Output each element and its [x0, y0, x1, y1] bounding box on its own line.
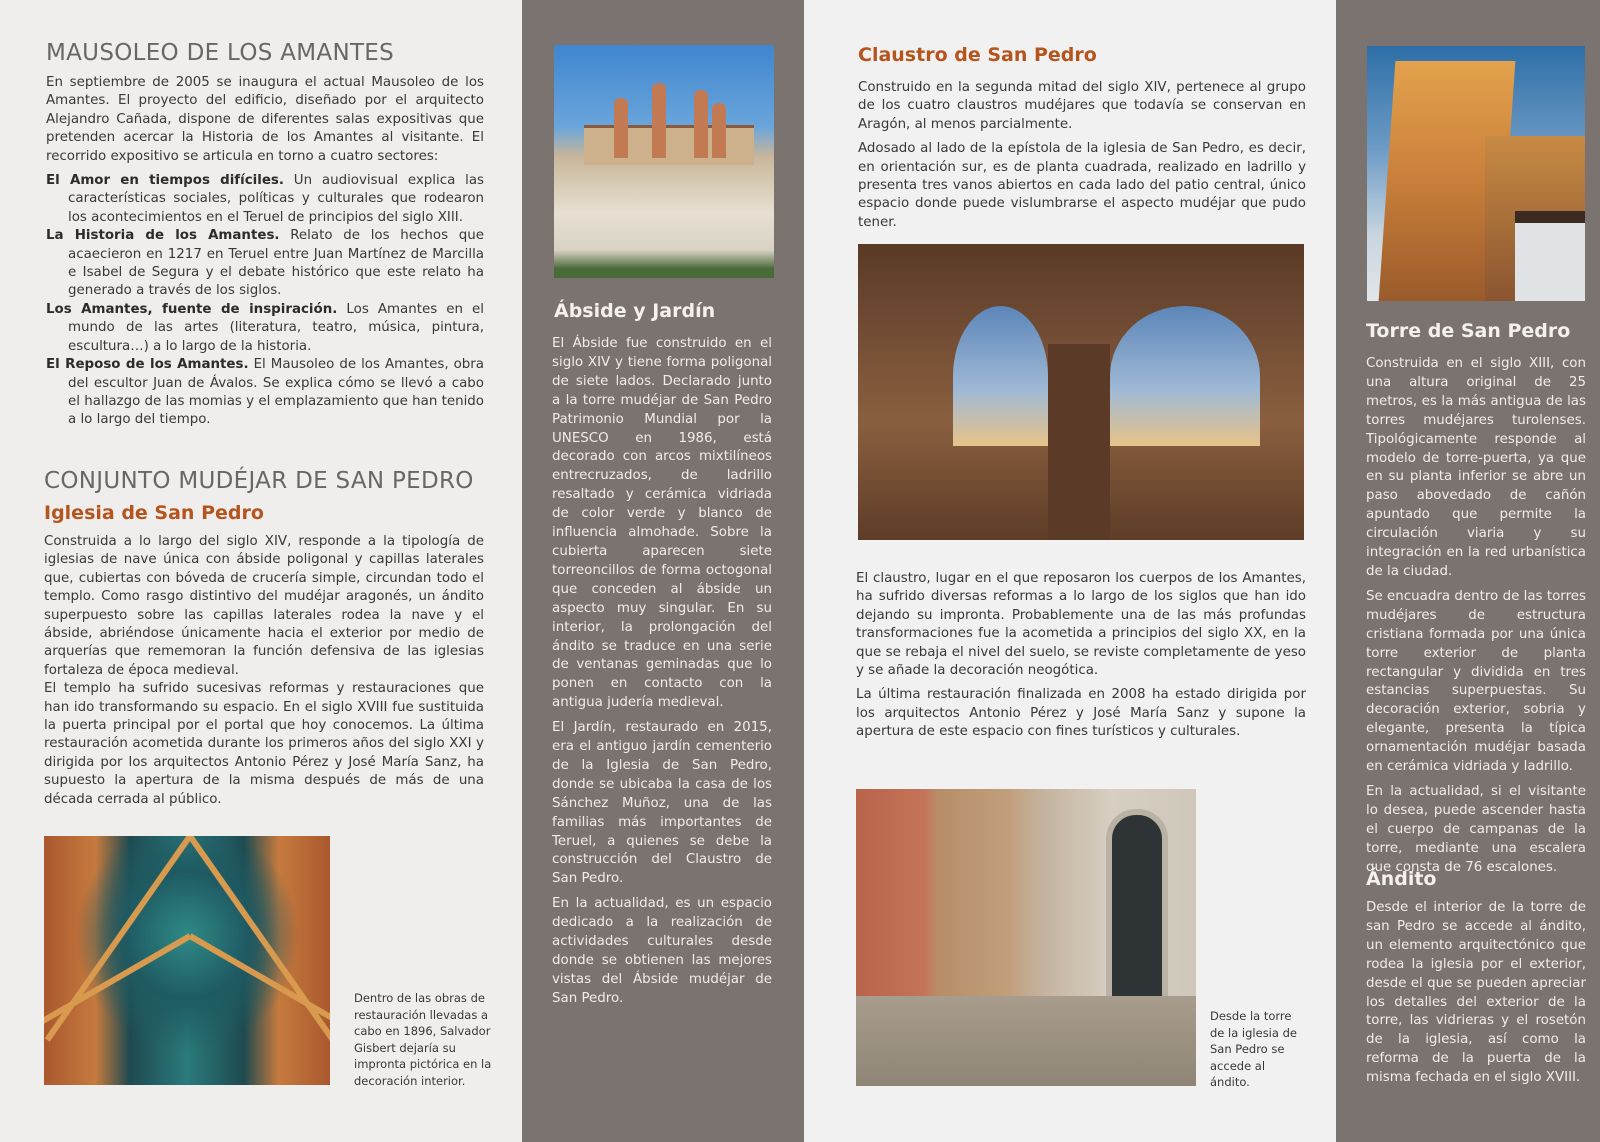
mausoleo-intro: En septiembre de 2005 se inaugura el actual Mausoleo de los Amantes. El proyecto del edificio, diseñado por el arquitecto Alejandro Cañada, dispone de diferentes salas expositivas que pretenden acercar la Historia de los Amantes al visitante. El recorrido expositivo se articula en torno a cuatro sectores: [46, 75, 484, 164]
claustro-paragraph: Adosado al lado de la epístola de la iglesia de San Pedro, es decir, en orientación sur, es de planta cuadrada, realizado en ladrillo y presenta tres vanos abiertos en cada lado del patio central, único espacio donde puede vislumbrarse el aspecto mudéjar que pudo tener. [858, 141, 1306, 230]
andito-photo [856, 789, 1196, 1086]
sector-name: La Historia de los Amantes. [46, 228, 280, 244]
claustro-photo [858, 244, 1304, 540]
torre-paragraph: Se encuadra dentro de las torres mudéjares de estructura cristiana formada por una única torre exterior de planta rectangular y dividida en tres estancias superpuestas. Su decoración exterior, sobria y elegante, presenta la típica ornamentación mudéjar basada en cerámica vidriada y ladrillo. [1366, 588, 1586, 775]
sector-text: Un audiovisual explica las características sociales, políticas y culturales que rodearon los acontecimientos en el Teruel de principios del siglo XIII. [68, 173, 485, 225]
claustro-paragraph: La última restauración finalizada en 2008 ha estado dirigida por los arquitectos Antonio Pérez y José María Sanz y supone la apertura de este espacio con fines turísticos y culturales. [856, 687, 1306, 740]
iglesia-paragraph: Construida a lo largo del siglo XIV, responde a la tipología de iglesias de nave única con ábside poligonal y capillas laterales que, cubiertas con bóveda de crucería simple, circundan todo el templo. Como rasgo distintivo del mudéjar aragonés, un ándito superpuesto sobre las capillas laterales rodea la nave y el ábside, abriéndose únicamente hacia el exterior por medio de arquerías que rememoran la función defensiva de las iglesias fortaleza de época medieval. [44, 534, 484, 678]
iglesia-body [44, 533, 484, 815]
iglesia-title: Iglesia de San Pedro [44, 502, 264, 524]
andito-title: Ándito [1366, 868, 1437, 890]
sector-item [46, 227, 484, 301]
torre-photo [1367, 46, 1585, 301]
abside-photo [554, 45, 774, 278]
torre-paragraph: Construida en el siglo XIII, con una altura original de 25 metros, es la más antigua de las torres mudéjares turolenses. Tipológicamente responde al modelo de torre-puerta, ya que en su planta inferior se abre un paso abovedado de cañón apuntado que permite la circulación viaria y su integración en la red urbanística de la ciudad. [1366, 356, 1586, 579]
sector-text: Los Amantes en el mundo de las artes (literatura, teatro, música, pintura, escultura…) a lo largo de la historia. [68, 301, 484, 354]
abside-paragraph: El Ábside fue construido en el siglo XIV y tiene forma poligonal de siete lados. Declarado junto a la torre mudéjar de San Pedro Patrimonio Mundial por la UNESCO en 1986, está decorado con arcos mixtilíneos entrecruzados, de ladrillo resaltado y cerámica vidriada de color verde y blanco de influencia almohade. Sobre la cubierta aparecen siete torreoncillos de forma octogonal que conceden al ábside un aspecto muy singular. En su interior, la prolongación del ándito se traduce en una serie de ventanas geminadas que lo ponen en contacto con la antigua judería medieval. [552, 336, 772, 711]
claustro-paragraph: Construido en la segunda mitad del siglo XIV, pertenece al grupo de los cuatro claustros mudéjares que todavía se conservan en Aragón, al menos parcialmente. [858, 80, 1306, 132]
torre-title: Torre de San Pedro [1366, 320, 1571, 342]
claustro-paragraph: El claustro, lugar en el que reposaron los cuerpos de los Amantes, ha sufrido diversas reformas a lo largo de los siglos que han ido dejando su impronta. Probablemente una de las más profundas transformaciones fue la acometida a principios del siglo XX, en la que se rebaja el nivel del suelo, se reviste completamente de yeso y se añade la decoración neogótica. [856, 571, 1306, 679]
iglesia-caption: Dentro de las obras de restauración llevadas a cabo en 1896, Salvador Gisbert dejaría su impronta pictórica en la decoración interior. [354, 991, 492, 1088]
mausoleo-body [46, 74, 484, 430]
andito-caption: Desde la torre de la iglesia de San Pedro se accede al ándito. [1210, 1009, 1297, 1089]
sector-item [46, 356, 484, 430]
andito-paragraph: Desde el interior de la torre de san Pedro se accede al ándito, un elemento arquitectónico que rodea la iglesia por el exterior, desde el que se pueden apreciar los detalles del exterior de la torre, las vidrieras y el rosetón de la iglesia, así como la reforma de la puerta de la misma fechada en el siglo XVIII. [1366, 900, 1586, 1086]
abside-body [552, 335, 772, 1015]
andito-body [1366, 899, 1586, 1094]
sector-name: El Amor en tiempos difíciles. [46, 173, 284, 189]
sector-name: Los Amantes, fuente de inspiración. [46, 301, 338, 317]
abside-paragraph: En la actualidad, es un espacio dedicado a la realización de actividades culturales desde donde se obtienen las mejores vistas del Ábside mudéjar de San Pedro. [552, 896, 772, 1006]
sector-item [46, 172, 484, 227]
sector-text: Relato de los hechos que acaecieron en 1217 en Teruel entre Juan Martínez de Marcilla e Isabel de Segura y el debate histórico que este relato ha generado a través de los siglos. [68, 228, 484, 299]
abside-paragraph: El Jardín, restaurado en 2015, era el antiguo jardín cementerio de la Iglesia de San Pedro, donde se ubicaba la casa de los Sánchez Muñoz, una de las familias más importantes de Teruel, a quienes se debe la construcción del Claustro de San Pedro. [552, 720, 772, 887]
iglesia-paragraph: El templo ha sufrido sucesivas reformas y restauraciones que han ido transformando su espacio. En el siglo XVIII fue sustituida la puerta principal por el portal que hoy conocemos. La última restauración acometida durante los primeros años del siglo XXI y dirigida por los arquitectos Antonio Pérez y José María Sanz, ha supuesto la apertura de la misma después de más de una década cerrada al público. [44, 681, 484, 807]
claustro-title: Claustro de San Pedro [858, 44, 1097, 66]
sector-text: El Mausoleo de los Amantes, obra del escultor Juan de Ávalos. Se explica cómo se llevó a cabo el hallazgo de las momias y el emplazamiento que han tenido a lo largo del tiempo. [68, 357, 484, 428]
torre-body [1366, 355, 1586, 883]
mausoleo-title: MAUSOLEO DE LOS AMANTES [46, 40, 395, 66]
iglesia-interior-photo [44, 836, 330, 1085]
conjunto-title: CONJUNTO MUDÉJAR DE SAN PEDRO [44, 468, 474, 494]
claustro-body-bottom [856, 570, 1306, 748]
sector-name: El Reposo de los Amantes. [46, 357, 249, 373]
panel-mausoleo [0, 0, 522, 1142]
abside-title: Ábside y Jardín [554, 300, 716, 322]
sector-item [46, 301, 484, 356]
torre-paragraph: En la actualidad, si el visitante lo desea, puede ascender hasta el cuerpo de campanas de la torre, mediante una escalera que consta de 76 escalones. [1366, 783, 1586, 875]
claustro-body-top [858, 79, 1306, 238]
